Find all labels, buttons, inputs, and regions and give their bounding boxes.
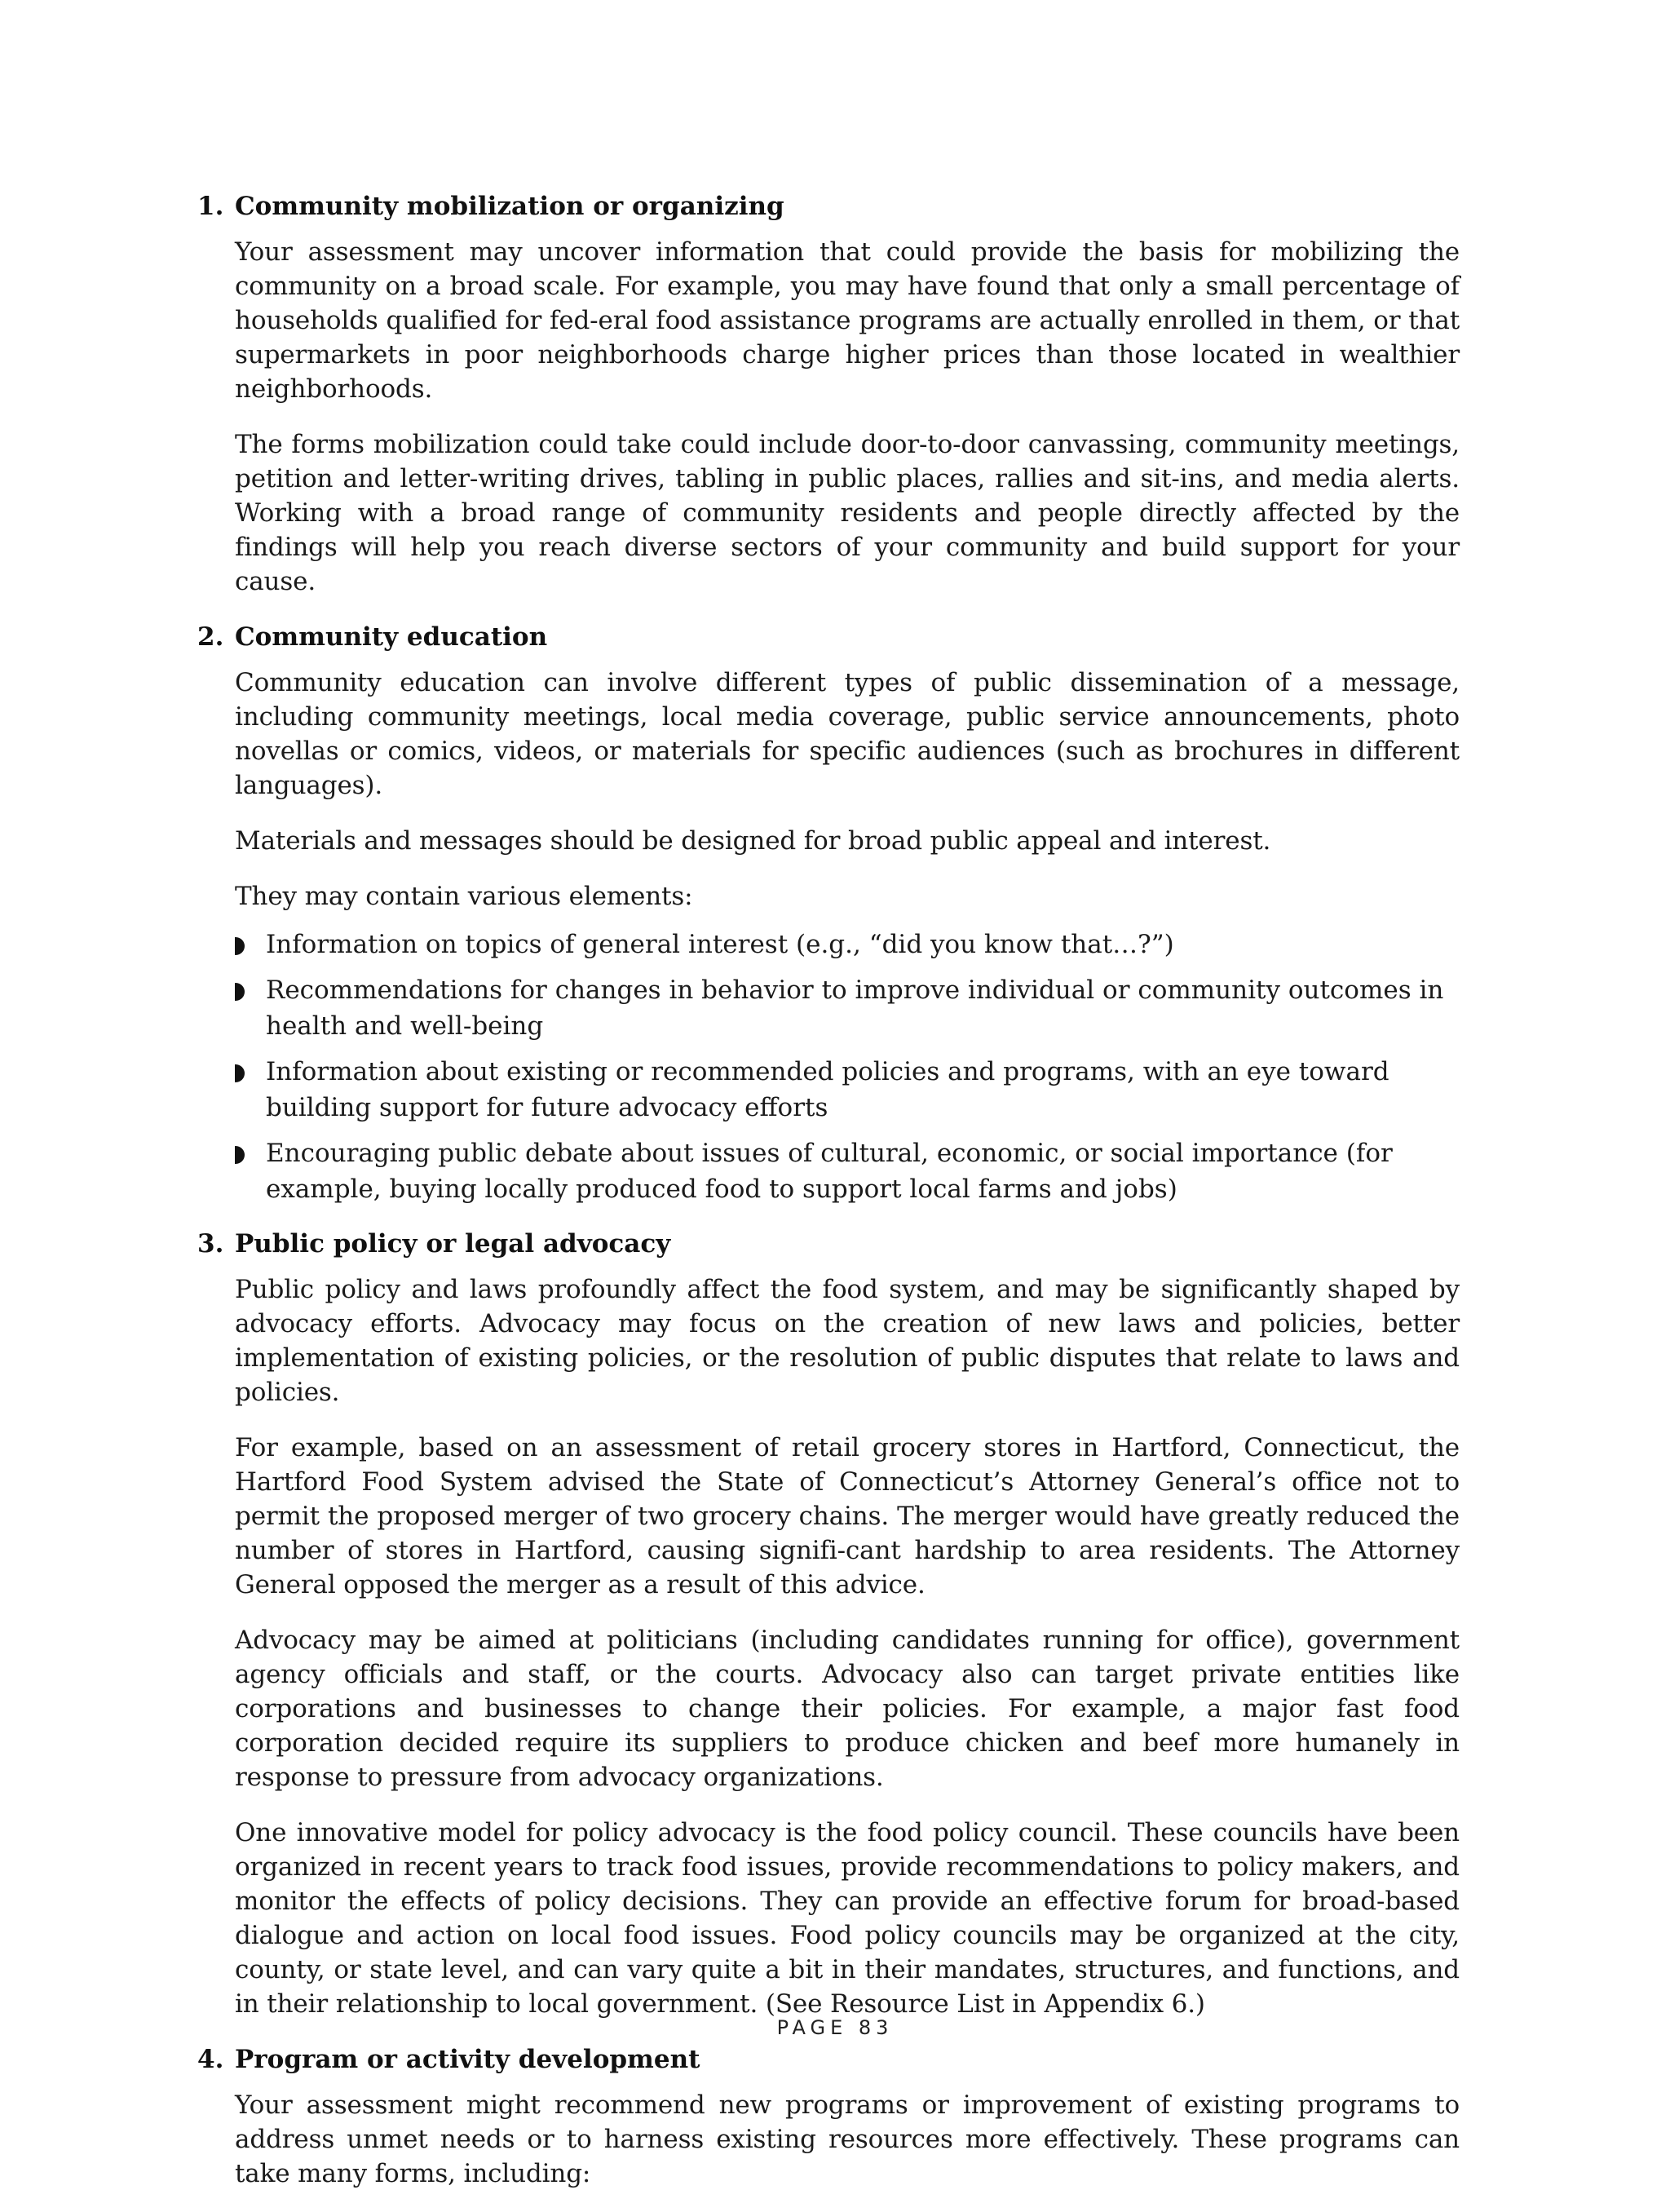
section-heading xyxy=(197,2042,1460,2077)
section-heading xyxy=(197,189,1460,223)
section-title: Public policy or legal advocacy xyxy=(235,1229,671,1259)
section-community-education xyxy=(197,620,1460,1207)
paragraph: Your assessment might recommend new programs or improvement of existing programs to address unmet needs or to harness existing resources more effectively. These programs can take many forms, including: xyxy=(235,2090,1460,2188)
section-title: Community education xyxy=(235,622,548,652)
section-title: Community mobilization or organizing xyxy=(235,192,784,221)
section-number: 2. xyxy=(197,622,224,652)
paragraph: The forms mobilization could take could include door-to-door canvassing, community meetings, petition and letter-writing drives, tabling in public places, rallies and sit-ins, and media alerts. Working with a broad range of community residents and people directly affected by the findings will help you reach diverse sectors of your community and build support for your cause. xyxy=(235,430,1460,596)
paragraph: Your assessment may uncover information that could provide the basis for mobilizing the community on a broad scale. For example, you may have found that only a small percentage of households qualified for fed-eral food assistance programs are actually enrolled in them, or that supermarkets in poor neighborhoods charge higher prices than those located in wealthier neighborhoods. xyxy=(235,237,1460,404)
paragraph: Advocacy may be aimed at politicians (including candidates running for office), government agency officials and staff, or the courts. Advocacy also can target private entities like corporations and businesses to change their policies. For example, a major fast food corporation decided require its suppliers to produce chicken and beef more humanely in response to pressure from advocacy organizations. xyxy=(235,1626,1460,1792)
section-public-policy-advocacy xyxy=(197,1227,1460,2021)
paragraph: For example, based on an assessment of retail grocery stores in Hartford, Connecticut, the Hartford Food System advised the State of Connecticut’s Attorney General’s office not to permit the proposed merger of two grocery chains. The merger would have greatly reduced the number of stores in Hartford, causing signifi-cant hardship to area residents. The Attorney General opposed the merger as a result of this advice. xyxy=(235,1433,1460,1599)
list-item-text: Information on topics of general interest (e.g., “did you know that…?”) xyxy=(266,930,1174,959)
bullet-icon xyxy=(235,983,245,1001)
list-item xyxy=(235,1054,1460,1126)
section-title: Program or activity development xyxy=(235,2045,700,2074)
paragraph: One innovative model for policy advocacy is the food policy council. These councils have been organized in recent years to track food issues, provide recommendations to policy makers, and monitor the effects of policy decisions. They can provide an effective forum for broad-based dialogue and action on local food issues. Food policy councils may be organized at the city, county, or state level, and can vary quite a bit in their mandates, structures, and functions, and in their relationship to local government. (See Resource List in Appendix 6.) xyxy=(235,1818,1460,2019)
paragraph: Community education can involve different types of public dissemination of a message, including community meetings, local media coverage, public service announcements, photo novellas or comics, videos, or materials for specific audiences (such as brochures in different languages). xyxy=(235,668,1460,800)
bullet-icon xyxy=(235,937,245,955)
list-item xyxy=(235,927,1460,962)
section-program-development xyxy=(197,2042,1460,2191)
section-number: 4. xyxy=(197,2045,224,2074)
bullet-list xyxy=(235,927,1460,1207)
list-item xyxy=(235,1135,1460,1207)
list-item xyxy=(235,972,1460,1044)
bullet-icon xyxy=(235,1146,245,1164)
section-heading xyxy=(197,1227,1460,1261)
bullet-icon xyxy=(235,1064,245,1082)
paragraph: They may contain various elements: xyxy=(235,882,693,911)
section-heading xyxy=(197,620,1460,654)
paragraph: Materials and messages should be designed for broad public appeal and interest. xyxy=(235,826,1271,856)
section-number: 3. xyxy=(197,1229,224,1259)
list-item-text: Information about existing or recommended policies and programs, with an eye toward building support for future advocacy efforts xyxy=(266,1057,1389,1122)
list-item-text: Encouraging public debate about issues of cultural, economic, or social importance (for example, buying locally produced food to support local farms and jobs) xyxy=(266,1139,1393,1204)
paragraph: Public policy and laws profoundly affect the food system, and may be significantly shaped by advocacy efforts. Advocacy may focus on the creation of new laws and policies, better implementation of existing policies, or the resolution of public disputes that relate to laws and policies. xyxy=(235,1275,1460,1407)
section-number: 1. xyxy=(197,192,224,221)
list-item-text: Recommendations for changes in behavior to improve individual or community outcomes in health and well-being xyxy=(266,975,1444,1041)
page-number: PAGE 83 xyxy=(776,2016,894,2039)
section-community-mobilization xyxy=(197,189,1460,599)
page-content xyxy=(197,189,1460,2212)
